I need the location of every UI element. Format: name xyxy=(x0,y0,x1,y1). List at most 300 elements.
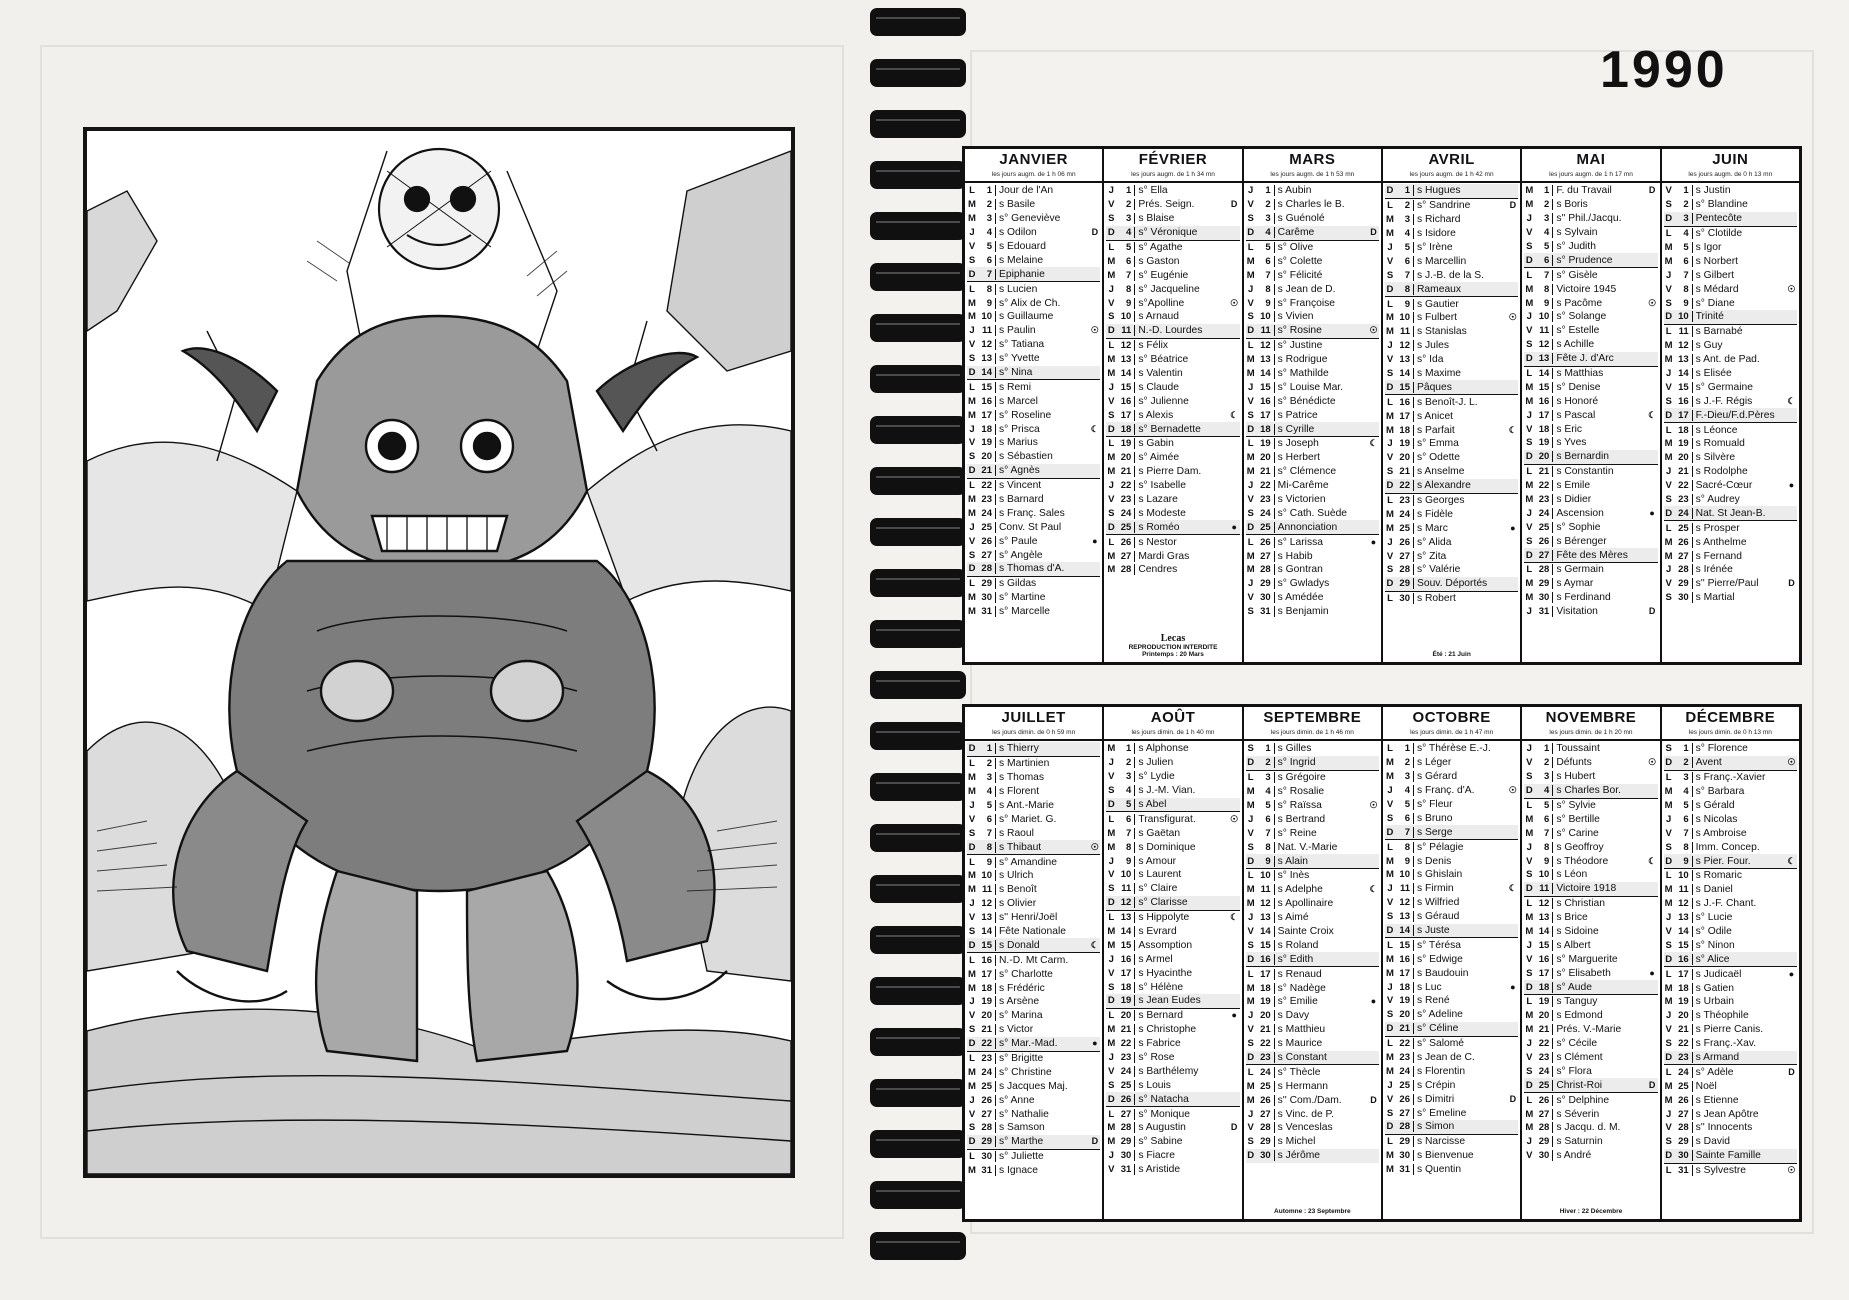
day-row xyxy=(967,1121,1100,1135)
saint-name: Christ-Roi xyxy=(1556,1079,1603,1091)
saint-name: s Franç. Sales xyxy=(999,507,1065,519)
day-row xyxy=(1385,1064,1518,1078)
weekday-letter: L xyxy=(1387,593,1393,605)
day-number: 3 xyxy=(1395,214,1414,225)
day-number: 17 xyxy=(1116,410,1135,421)
binding-coil xyxy=(870,824,966,852)
weekday-letter: M xyxy=(1386,522,1394,534)
saint-name: s° Tatiana xyxy=(999,339,1045,351)
weekday-letter: M xyxy=(1246,1080,1255,1092)
full-moon-icon: ● xyxy=(1788,968,1795,979)
weekday-letter: M xyxy=(1246,466,1255,478)
day-row xyxy=(1246,282,1379,296)
day-row xyxy=(967,742,1100,756)
binding-coil xyxy=(870,722,966,750)
day-list xyxy=(965,741,1102,1178)
column-footer xyxy=(1104,633,1241,658)
day-number: 8 xyxy=(977,284,996,295)
saint-name: s° Solange xyxy=(1556,311,1607,323)
weekday-letter: M xyxy=(968,884,976,896)
day-row xyxy=(967,422,1100,436)
day-row xyxy=(1106,1008,1239,1023)
weekday-letter: L xyxy=(1247,242,1254,253)
weekday-letter: V xyxy=(1526,325,1533,337)
weekday-letter: D xyxy=(968,367,976,379)
weekday-letter: L xyxy=(1665,424,1672,436)
day-number: 22 xyxy=(1395,1038,1414,1049)
day-number: 8 xyxy=(1674,284,1693,295)
weekday-letter: M xyxy=(1386,967,1394,979)
saint-name: s Maxime xyxy=(1416,368,1462,380)
weekday-letter: M xyxy=(1246,884,1255,896)
saint-name: Sacré-Cœur xyxy=(1695,480,1753,492)
binding-coil xyxy=(870,926,966,954)
day-number: 5 xyxy=(1534,800,1553,811)
month-column xyxy=(1662,149,1799,662)
full-moon-icon: ● xyxy=(1370,536,1377,547)
month-column xyxy=(965,149,1104,662)
weekday-letter: V xyxy=(1108,967,1115,979)
weekday-letter: J xyxy=(1665,1010,1672,1022)
month-header xyxy=(1662,707,1799,741)
saint-name: s Ulrich xyxy=(999,870,1034,882)
day-row xyxy=(1664,577,1797,591)
weekday-letter: V xyxy=(1108,297,1115,309)
saint-name: s Edmond xyxy=(1556,1010,1603,1022)
day-row xyxy=(1246,756,1379,770)
day-number: 26 xyxy=(1534,1095,1553,1106)
day-row xyxy=(1246,479,1379,493)
new-moon-icon: ☉ xyxy=(1508,312,1517,323)
day-row xyxy=(967,450,1100,464)
month-column xyxy=(1383,149,1522,662)
weekday-letter: M xyxy=(968,395,976,407)
day-row xyxy=(967,534,1100,548)
month-header xyxy=(965,707,1102,741)
day-number: 3 xyxy=(1256,772,1275,783)
day-number: 14 xyxy=(977,926,996,937)
day-number: 7 xyxy=(1256,828,1275,839)
day-row xyxy=(967,464,1100,478)
saint-name: s Marc xyxy=(1416,522,1448,534)
binding-coil xyxy=(870,569,966,597)
day-row xyxy=(1524,1009,1657,1023)
saint-name: s° Juliette xyxy=(999,1151,1044,1163)
saint-name: s Paulin xyxy=(999,325,1036,337)
saint-name: s Alexandre xyxy=(1416,480,1471,492)
day-row xyxy=(1664,925,1797,939)
saint-name: s° Emma xyxy=(1416,438,1459,450)
day-row xyxy=(967,1079,1100,1093)
day-row xyxy=(1246,952,1379,966)
day-row xyxy=(1524,184,1657,198)
weekday-letter: M xyxy=(968,870,976,882)
day-row xyxy=(1385,1092,1518,1106)
weekday-letter: M xyxy=(1525,395,1534,407)
day-number: 6 xyxy=(1395,813,1414,824)
saint-name: s Marcel xyxy=(999,395,1038,407)
day-number: 27 xyxy=(1256,551,1275,562)
day-row xyxy=(1385,451,1518,465)
day-row xyxy=(1524,198,1657,212)
weekday-letter: M xyxy=(968,311,976,323)
day-row xyxy=(1524,212,1657,226)
weekday-letter: M xyxy=(1107,926,1116,938)
saint-name: s° Élisabeth xyxy=(1556,967,1611,979)
saint-name: s° Lucie xyxy=(1695,912,1733,924)
weekday-letter: M xyxy=(1246,550,1255,562)
weekday-letter: D xyxy=(1525,1079,1533,1091)
saint-name: s° Fleur xyxy=(1416,799,1453,810)
weekday-letter: J xyxy=(1248,283,1254,295)
weekday-letter: M xyxy=(1107,269,1116,281)
day-number: 5 xyxy=(1534,241,1553,252)
saint-name: s Irénée xyxy=(1695,564,1733,576)
day-row xyxy=(1106,451,1239,465)
month-header xyxy=(1244,707,1381,741)
weekday-letter: M xyxy=(1386,508,1394,520)
day-row xyxy=(967,379,1100,394)
day-number: 16 xyxy=(1534,396,1553,407)
day-row xyxy=(1664,437,1797,451)
day-number: 13 xyxy=(1534,353,1553,364)
day-row xyxy=(967,296,1100,310)
day-number: 11 xyxy=(1256,325,1275,336)
daylight-change: les jours augm. de 1 h 17 mn xyxy=(1549,171,1633,178)
weekday-letter: D xyxy=(1107,325,1115,337)
day-number: 5 xyxy=(1256,800,1275,811)
day-row xyxy=(967,840,1100,854)
weekday-letter: S xyxy=(1108,981,1115,993)
saint-name: s Joseph xyxy=(1277,438,1319,450)
day-number: 7 xyxy=(1395,827,1414,838)
weekday-letter: J xyxy=(969,800,975,811)
day-number: 26 xyxy=(1534,536,1553,547)
day-number: 15 xyxy=(1534,382,1553,393)
day-number: 30 xyxy=(977,592,996,603)
saint-name: s Olivier xyxy=(999,898,1037,910)
saint-name: s Yves xyxy=(1556,437,1587,449)
day-number: 7 xyxy=(1534,828,1553,839)
day-number: 10 xyxy=(1256,311,1275,322)
day-number: 25 xyxy=(1256,1081,1275,1092)
saint-name: s Sylvain xyxy=(1556,227,1598,239)
day-row xyxy=(1246,925,1379,939)
day-row xyxy=(1246,184,1379,198)
day-number: 29 xyxy=(1395,578,1414,589)
day-number: 9 xyxy=(977,857,996,868)
day-row xyxy=(967,771,1100,785)
footer-line: Lecas xyxy=(1160,633,1186,644)
day-row xyxy=(1664,479,1797,493)
weekday-letter: V xyxy=(1386,550,1394,562)
weekday-letter: D xyxy=(968,465,976,477)
day-row xyxy=(1385,507,1518,521)
weekday-letter: J xyxy=(1526,507,1532,519)
weekday-letter: D xyxy=(1665,213,1673,225)
day-number: 10 xyxy=(1534,869,1553,880)
weekday-letter: D xyxy=(968,841,976,853)
saint-name: s Laurent xyxy=(1138,869,1182,881)
saint-name: s° Sylvie xyxy=(1556,800,1596,811)
day-row xyxy=(967,1164,1100,1178)
weekday-letter: S xyxy=(968,926,976,938)
saint-name: s Abel xyxy=(1138,799,1167,810)
day-number: 22 xyxy=(1534,480,1553,491)
saint-name: s Gildas xyxy=(999,578,1037,590)
day-row xyxy=(1246,770,1379,785)
saint-name: s Quentin xyxy=(1416,1164,1462,1176)
saint-name: s° Isabelle xyxy=(1138,480,1186,492)
day-number: 6 xyxy=(977,814,996,825)
saint-name: s Justin xyxy=(1695,185,1731,197)
saint-name: s Jacqu. d. M. xyxy=(1556,1122,1621,1134)
day-row xyxy=(1664,868,1797,883)
saint-name: s René xyxy=(1416,995,1450,1007)
saint-name: s° Mathilde xyxy=(1277,368,1329,380)
saint-name: s° Christine xyxy=(999,1066,1052,1078)
weekday-letter: M xyxy=(1246,269,1255,281)
day-number: 1 xyxy=(1395,743,1414,754)
day-list xyxy=(1244,183,1381,619)
weekday-letter: D xyxy=(968,1038,976,1050)
day-number: 12 xyxy=(1534,339,1553,350)
day-number: 9 xyxy=(1116,856,1135,867)
saint-name: Jour de l'An xyxy=(999,185,1054,197)
day-number: 24 xyxy=(1256,1067,1275,1078)
saint-name: s Benoît-J. L. xyxy=(1416,396,1478,408)
day-number: 17 xyxy=(977,969,996,980)
weekday-letter: S xyxy=(1665,841,1672,853)
day-row xyxy=(1524,1107,1657,1121)
saint-name: s Sébastien xyxy=(999,451,1053,463)
saint-name: N.-D. Lourdes xyxy=(1138,325,1203,337)
weekday-letter: S xyxy=(1665,1136,1672,1148)
day-row xyxy=(967,1093,1100,1107)
weekday-letter: M xyxy=(968,592,976,604)
day-row xyxy=(967,548,1100,562)
weekday-letter: L xyxy=(1387,396,1393,408)
day-number: 30 xyxy=(1534,592,1553,603)
day-row xyxy=(1246,799,1379,813)
day-row xyxy=(1524,1037,1657,1051)
binding-coil xyxy=(870,8,966,36)
weekday-letter: V xyxy=(968,241,976,252)
day-row xyxy=(967,981,1100,995)
day-number: 3 xyxy=(1674,772,1693,783)
saint-name: s Jean Apôtre xyxy=(1695,1108,1759,1120)
saint-name: s Bernardin xyxy=(1556,451,1609,463)
weekday-letter: L xyxy=(1247,870,1254,882)
saint-name: Annonciation xyxy=(1277,521,1338,533)
first-quarter-icon: D xyxy=(1648,185,1656,196)
weekday-letter: J xyxy=(1387,1079,1393,1091)
weekday-letter: M xyxy=(1246,982,1255,994)
day-number: 26 xyxy=(1256,1095,1275,1106)
day-number: 18 xyxy=(1116,982,1135,993)
day-row xyxy=(967,394,1100,408)
day-number: 20 xyxy=(1395,452,1414,463)
weekday-letter: J xyxy=(969,227,975,239)
weekday-letter: L xyxy=(1247,1066,1254,1078)
saint-name: s Silvère xyxy=(1695,452,1736,464)
first-quarter-icon: D xyxy=(1648,606,1656,617)
day-number: 9 xyxy=(1395,856,1414,867)
day-number: 2 xyxy=(1674,757,1693,768)
weekday-letter: V xyxy=(1386,1093,1394,1105)
saint-name: s Léonce xyxy=(1695,424,1738,436)
weekday-letter: S xyxy=(1665,743,1672,755)
day-row xyxy=(1524,812,1657,826)
day-number: 23 xyxy=(1534,1052,1553,1063)
day-row xyxy=(1385,798,1518,812)
saint-name: s° Nadège xyxy=(1277,982,1326,994)
saint-name: s Théodore xyxy=(1556,855,1609,867)
saint-name: s Marius xyxy=(999,437,1038,449)
day-row xyxy=(1524,380,1657,394)
day-row xyxy=(1106,549,1239,563)
weekday-letter: M xyxy=(1107,550,1116,562)
saint-name: s° Colette xyxy=(1277,255,1323,267)
day-number: 25 xyxy=(1116,1080,1135,1091)
saint-name: s Venceslas xyxy=(1277,1122,1333,1134)
month-column xyxy=(965,707,1104,1219)
day-number: 11 xyxy=(1534,883,1553,894)
saint-name: s Brice xyxy=(1556,912,1588,924)
day-row xyxy=(1524,896,1657,911)
saint-name: s Thomas d'A. xyxy=(999,563,1065,575)
day-number: 1 xyxy=(1116,185,1135,196)
binding-coil xyxy=(870,467,966,495)
saint-name: s° Édith xyxy=(1277,953,1314,965)
weekday-letter: D xyxy=(968,1136,976,1148)
full-moon-icon: ● xyxy=(1649,507,1655,518)
day-row xyxy=(1106,268,1239,282)
weekday-letter: M xyxy=(1107,466,1116,478)
first-quarter-icon: D xyxy=(1370,227,1377,238)
weekday-letter: M xyxy=(1664,786,1673,798)
day-number: 15 xyxy=(1674,940,1693,951)
day-row xyxy=(1106,1051,1239,1065)
day-number: 7 xyxy=(1395,270,1414,281)
weekday-letter: M xyxy=(1664,255,1673,267)
saint-name: s Geoffroy xyxy=(1556,841,1604,853)
calendar-first-half xyxy=(962,146,1802,665)
weekday-letter: D xyxy=(1247,1150,1255,1162)
weekday-letter: M xyxy=(1386,214,1394,226)
day-number: 1 xyxy=(1674,743,1693,754)
weekday-letter: J xyxy=(1248,185,1254,197)
weekday-letter: L xyxy=(1108,340,1115,352)
saint-name: s Éric xyxy=(1556,423,1583,435)
month-header xyxy=(1383,149,1520,183)
day-row xyxy=(1385,839,1518,854)
day-number: 19 xyxy=(977,437,996,448)
weekday-letter: J xyxy=(1526,1038,1532,1050)
day-number: 22 xyxy=(1256,1038,1275,1049)
month-name: OCTOBRE xyxy=(1412,709,1491,726)
day-number: 3 xyxy=(977,772,996,783)
day-row xyxy=(967,184,1100,198)
weekday-letter: D xyxy=(1386,283,1394,295)
day-row xyxy=(967,995,1100,1009)
day-number: 27 xyxy=(977,550,996,561)
daylight-change: les jours dimin. de 1 h 46 mn xyxy=(1270,729,1354,736)
day-row xyxy=(1385,1022,1518,1036)
day-number: 12 xyxy=(977,339,996,350)
footer-line: Été : 21 Juin xyxy=(1432,651,1471,658)
day-number: 2 xyxy=(977,199,996,210)
day-row xyxy=(1246,826,1379,840)
day-number: 12 xyxy=(1534,898,1553,909)
day-row xyxy=(1524,324,1657,338)
day-row xyxy=(1246,938,1379,952)
day-number: 12 xyxy=(1395,897,1414,908)
saint-name: s Achille xyxy=(1556,339,1595,351)
day-row xyxy=(1246,840,1379,854)
day-row xyxy=(1524,408,1657,422)
weekday-letter: M xyxy=(1664,242,1673,253)
weekday-letter: S xyxy=(1247,213,1254,225)
day-row xyxy=(1664,1135,1797,1149)
day-number: 24 xyxy=(1534,508,1553,519)
day-number: 22 xyxy=(1395,480,1414,491)
day-number: 14 xyxy=(1534,368,1553,379)
weekday-letter: V xyxy=(1386,354,1394,366)
day-row xyxy=(1246,1093,1379,1107)
day-number: 6 xyxy=(1395,256,1414,267)
weekday-letter: V xyxy=(1526,423,1533,435)
new-moon-icon: ☉ xyxy=(1369,325,1378,336)
full-moon-icon: ● xyxy=(1510,522,1516,533)
day-number: 21 xyxy=(1116,1024,1135,1035)
day-row xyxy=(967,253,1100,267)
day-row xyxy=(967,1051,1100,1066)
day-row xyxy=(1106,240,1239,255)
day-number: 2 xyxy=(1534,757,1553,768)
day-number: 15 xyxy=(1116,382,1135,393)
saint-name: s Ignace xyxy=(999,1165,1038,1177)
new-moon-icon: ☉ xyxy=(1369,800,1378,810)
day-number: 26 xyxy=(1116,537,1135,548)
day-row xyxy=(1106,436,1239,451)
weekday-letter: M xyxy=(1664,438,1673,450)
weekday-letter: M xyxy=(1664,1094,1673,1106)
weekday-letter: L xyxy=(1387,841,1393,853)
weekday-letter: M xyxy=(1525,381,1534,393)
day-number: 8 xyxy=(1256,842,1275,853)
day-row xyxy=(1246,212,1379,226)
saint-name: s° Sandrine xyxy=(1416,200,1471,212)
saint-name: s Juste xyxy=(1416,925,1450,937)
day-row xyxy=(967,240,1100,254)
weekday-letter: J xyxy=(1108,480,1114,492)
day-row xyxy=(1664,394,1797,408)
saint-name: s° Germaine xyxy=(1695,381,1753,393)
day-row xyxy=(1246,240,1379,255)
day-number: 13 xyxy=(1674,354,1693,365)
saint-name: s Lazare xyxy=(1138,494,1178,506)
day-row xyxy=(1106,493,1239,507)
binding-coil xyxy=(870,977,966,1005)
day-number: 29 xyxy=(1674,578,1693,589)
saint-name: s Wilfried xyxy=(1416,897,1460,909)
day-row xyxy=(1246,268,1379,282)
day-number: 18 xyxy=(1395,425,1414,436)
saint-name: s Jean de D. xyxy=(1277,283,1336,295)
day-row xyxy=(1246,520,1379,534)
binding-coil xyxy=(870,365,966,393)
